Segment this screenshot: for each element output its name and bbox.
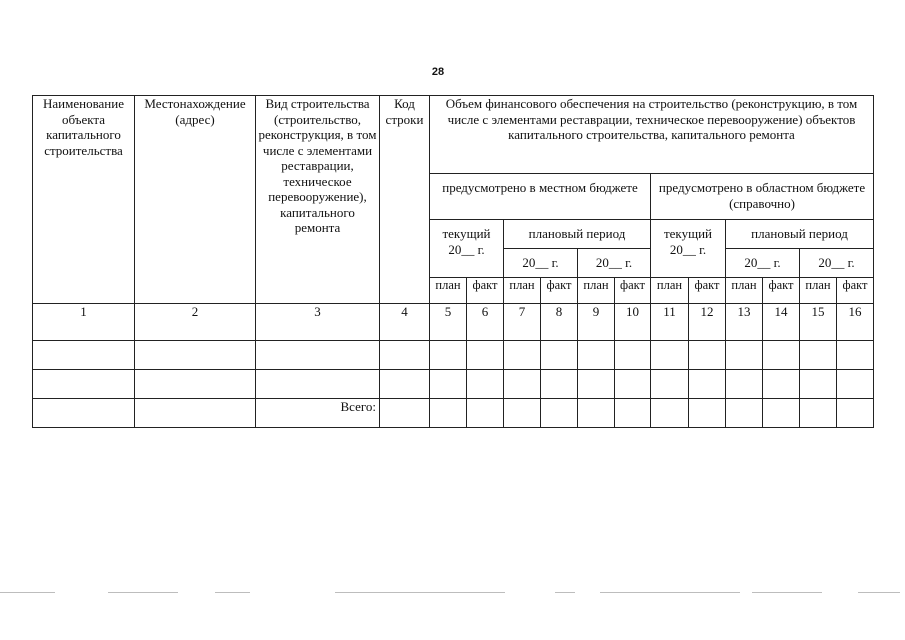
empty-cell: [467, 370, 504, 399]
plan-cell: план: [726, 278, 763, 304]
empty-cell: [651, 341, 689, 370]
empty-cell: [430, 341, 467, 370]
empty-cell: [837, 341, 874, 370]
column-number: 1: [33, 304, 135, 341]
empty-cell: [615, 370, 651, 399]
empty-cell: [651, 399, 689, 428]
header-regional-budget: предусмотрено в областном бюджете (справочно): [651, 174, 874, 220]
table-row-total: [33, 399, 874, 428]
empty-cell: [837, 370, 874, 399]
empty-cell: [504, 341, 541, 370]
empty-cell: [726, 399, 763, 428]
empty-cell: [380, 370, 430, 399]
empty-cell: [504, 370, 541, 399]
fact-cell: факт: [689, 278, 726, 304]
column-number-row: [33, 304, 874, 341]
empty-cell: [541, 399, 578, 428]
header-local-year-1: 20__ г.: [504, 249, 578, 278]
empty-cell: [33, 399, 135, 428]
empty-cell: [135, 370, 256, 399]
empty-cell: [380, 399, 430, 428]
empty-cell: [578, 370, 615, 399]
column-number: 7: [504, 304, 541, 341]
financing-table: [32, 95, 874, 428]
fact-cell: факт: [615, 278, 651, 304]
plan-cell: план: [651, 278, 689, 304]
empty-cell: [541, 370, 578, 399]
empty-cell: [763, 370, 800, 399]
header-location: Местонахождение (адрес): [135, 96, 256, 304]
column-number: 4: [380, 304, 430, 341]
header-row-code: Код строки: [380, 96, 430, 304]
empty-cell: [430, 399, 467, 428]
header-regional-year-1: 20__ г.: [726, 249, 800, 278]
empty-cell: [689, 370, 726, 399]
empty-cell: [504, 399, 541, 428]
empty-cell: [256, 341, 380, 370]
header-construction-type: Вид строительства (строительство, реконструкция, в том числе с элементами реставрации, техническое перевооружение), капитального ремонта: [256, 96, 380, 304]
empty-cell: [467, 341, 504, 370]
empty-cell: [763, 399, 800, 428]
table-row-empty: [33, 370, 874, 399]
header-regional-planned-period: плановый период: [726, 220, 874, 249]
header-local-budget: предусмотрено в местном бюджете: [430, 174, 651, 220]
header-object-name: Наименование объекта капитального строительства: [33, 96, 135, 304]
empty-cell: [380, 341, 430, 370]
empty-cell: [615, 341, 651, 370]
column-number: 16: [837, 304, 874, 341]
empty-cell: [800, 341, 837, 370]
column-number: 6: [467, 304, 504, 341]
header-row-main: [33, 96, 874, 174]
empty-cell: [726, 370, 763, 399]
column-number: 5: [430, 304, 467, 341]
empty-cell: [689, 399, 726, 428]
fact-cell: факт: [837, 278, 874, 304]
plan-cell: план: [578, 278, 615, 304]
column-number: 2: [135, 304, 256, 341]
plan-cell: план: [430, 278, 467, 304]
empty-cell: [135, 341, 256, 370]
empty-cell: [541, 341, 578, 370]
fact-cell: факт: [467, 278, 504, 304]
empty-cell: [256, 370, 380, 399]
column-number: 15: [800, 304, 837, 341]
empty-cell: [430, 370, 467, 399]
empty-cell: [763, 341, 800, 370]
column-number: 10: [615, 304, 651, 341]
column-number: 14: [763, 304, 800, 341]
header-local-year-2: 20__ г.: [578, 249, 651, 278]
empty-cell: [578, 341, 615, 370]
header-regional-year-2: 20__ г.: [800, 249, 874, 278]
empty-cell: [800, 399, 837, 428]
fact-cell: факт: [541, 278, 578, 304]
empty-cell: [578, 399, 615, 428]
column-number: 11: [651, 304, 689, 341]
header-local-current-year: текущий 20__ г.: [430, 220, 504, 278]
empty-cell: [467, 399, 504, 428]
empty-cell: [135, 399, 256, 428]
plan-cell: план: [504, 278, 541, 304]
scan-artifact-lines: [0, 592, 905, 594]
empty-cell: [33, 341, 135, 370]
page-number: 28: [431, 66, 445, 78]
column-number: 12: [689, 304, 726, 341]
empty-cell: [689, 341, 726, 370]
empty-cell: [837, 399, 874, 428]
plan-cell: план: [800, 278, 837, 304]
header-financing-volume: Объем финансового обеспечения на строительство (реконструкцию, в том числе с элементами реставрации, техническое перевооружение) объектов капитального строительства, капитального ремонта: [430, 96, 874, 174]
column-number: 8: [541, 304, 578, 341]
column-number: 13: [726, 304, 763, 341]
empty-cell: [800, 370, 837, 399]
table-row-empty: [33, 341, 874, 370]
column-number: 9: [578, 304, 615, 341]
empty-cell: [615, 399, 651, 428]
header-regional-current-year: текущий 20__ г.: [651, 220, 726, 278]
column-number: 3: [256, 304, 380, 341]
header-local-planned-period: плановый период: [504, 220, 651, 249]
empty-cell: [651, 370, 689, 399]
empty-cell: [726, 341, 763, 370]
fact-cell: факт: [763, 278, 800, 304]
empty-cell: [33, 370, 135, 399]
total-label: Всего:: [256, 399, 380, 428]
